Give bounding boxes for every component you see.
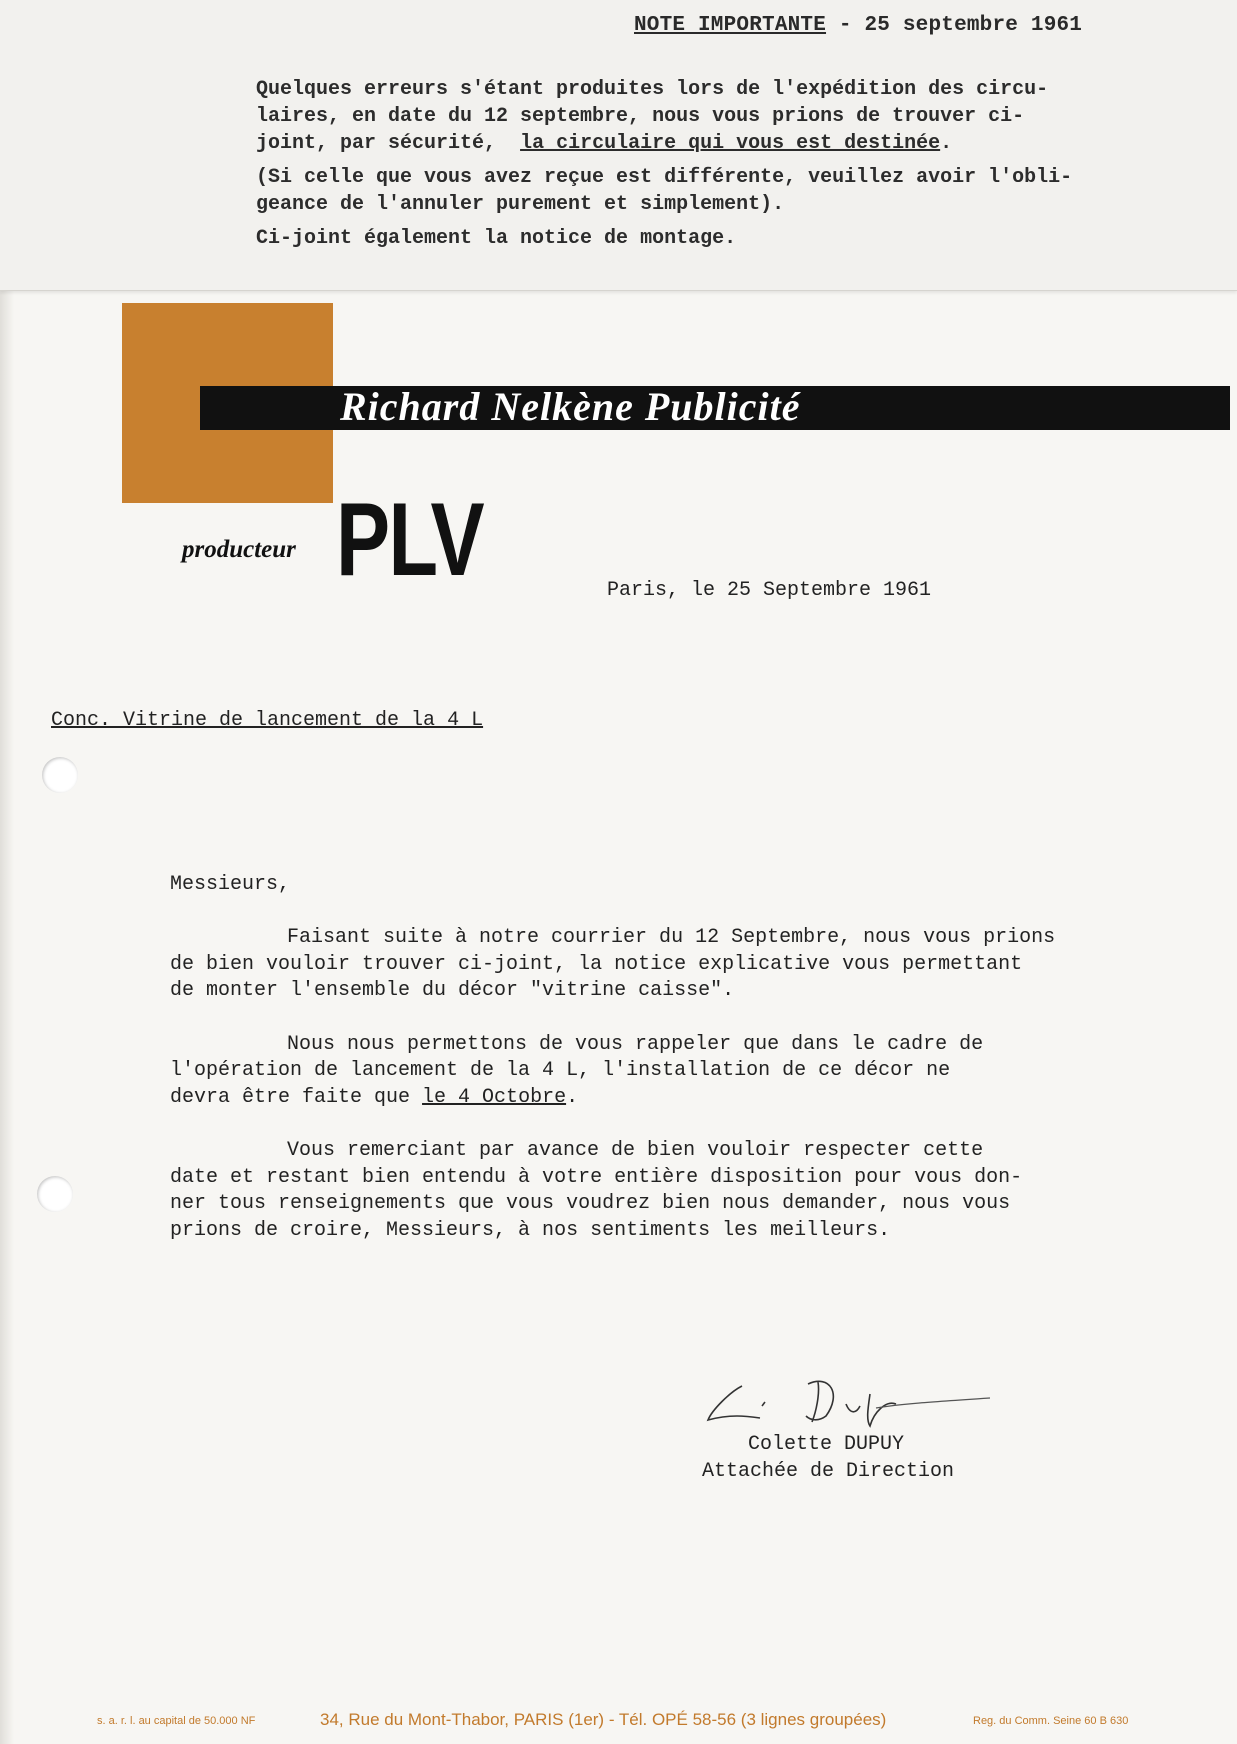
punch-hole-icon [37, 1176, 73, 1212]
body-paragraph-2 [170, 1032, 1070, 1112]
footer-capital: s. a. r. l. au capital de 50.000 NF [97, 1715, 256, 1727]
note-line: geance de l'annuler purement et simplement). [256, 193, 785, 216]
note-date: 25 septembre 1961 [864, 14, 1083, 37]
note-paragraph-3: Ci-joint également la notice de montage. [256, 227, 737, 250]
body-paragraph-2-end: . [566, 1085, 579, 1109]
footer-address: 34, Rue du Mont-Thabor, PARIS (1er) - Tél. OPÉ 58-56 (3 lignes groupées) [320, 1710, 887, 1729]
punch-hole-icon [42, 757, 78, 793]
handwritten-signature [700, 1364, 1000, 1434]
note-paragraph-1 [256, 76, 1156, 157]
note-line: laires, en date du 12 septembre, nous vous prions de trouver ci- [256, 105, 1025, 128]
footer-registration: Reg. du Comm. Seine 60 B 630 [973, 1715, 1129, 1727]
signer-name: Colette DUPUY [748, 1433, 905, 1456]
note-slip [0, 0, 1237, 291]
letter-subject: Conc. Vitrine de lancement de la 4 L [51, 709, 484, 732]
note-paragraph-2 [256, 164, 1156, 218]
body-paragraph-2-text: Nous nous permettons de vous rappeler que dans le cadre de l'opération de lancement de la 4 L, l'installation de ce décor ne devra être faite que [170, 1032, 984, 1109]
producteur-label: producteur [182, 536, 296, 563]
note-line: joint, par sécurité, [256, 132, 497, 155]
salutation: Messieurs, [170, 873, 291, 896]
letter-body [170, 925, 1070, 1271]
letter-date: Paris, le 25 Septembre 1961 [607, 579, 932, 602]
note-header [634, 14, 1082, 37]
signer-title: Attachée de Direction [702, 1460, 955, 1483]
body-paragraph-3: Vous remerciant par avance de bien vouloir respecter cette date et restant bien entendu à votre entière disposition pour vous don- ner tous renseignements que vous voudrez bien nous demander, nous vous prions de croire, Messieurs, à nos sentiments les meilleurs. [170, 1139, 1023, 1242]
note-underlined-text: la circulaire qui vous est destinée [520, 132, 941, 155]
note-line: Quelques erreurs s'étant produites lors de l'expédition des circu- [256, 78, 1049, 101]
note-body [256, 76, 1156, 259]
note-line: (Si celle que vous avez reçue est différente, veuillez avoir l'obli- [256, 166, 1073, 189]
note-title: NOTE IMPORTANTE [634, 14, 827, 37]
installation-date: le 4 Octobre [422, 1085, 567, 1109]
note-separator: - [838, 14, 852, 37]
company-name: Richard Nelkène Publicité [340, 384, 801, 429]
note-paragraph-1-end: . [940, 132, 953, 155]
body-paragraph-1: Faisant suite à notre courrier du 12 Septembre, nous vous prions de bien vouloir trouver ci-joint, la notice explicative vous permettant de monter l'ensemble du décor "vitrine caisse". [170, 926, 1056, 1002]
plv-logo-text: PLV [336, 482, 484, 598]
